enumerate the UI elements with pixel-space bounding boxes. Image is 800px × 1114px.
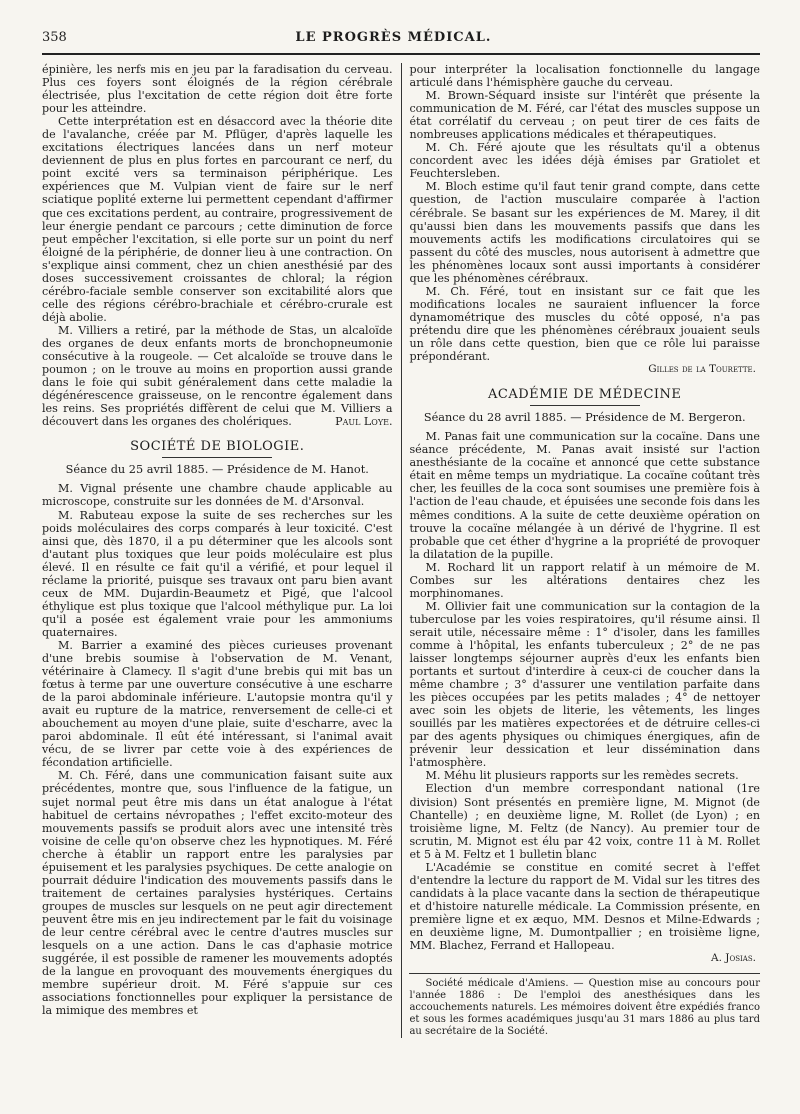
author-signature: Paul Loye.	[335, 415, 393, 429]
paragraph: M. Ch. Féré, tout en insistant sur ce fait que les modifications locales ne sauraient influencer la force dynamométrique des muscles du côté opposé, n'a pas prétendu dire que les phénomènes cérébraux jouaient seuls un rôle dans cette question, bien que ce rôle lui paraisse prépondérant.	[409, 284, 760, 364]
paragraph: M. Brown-Séquard insiste sur l'intérêt que présente la communication de M. Féré, car l'état des muscles suppose un état corrélatif du cerveau ; on peut tirer de ces faits de nombreuses applications médicales et thérapeutiques.	[409, 89, 760, 142]
paragraph: pour interpréter la localisation fonctionnelle du langage articulé dans l'hémisphère gauche du cerveau.	[409, 63, 760, 90]
section-title: ACADÉMIE DE MÉDECINE	[488, 387, 682, 403]
paragraph: M. Ch. Féré, dans une communication faisant suite aux précédentes, montre que, sous l'influence de la fatigue, un sujet normal peut être mis dans un état analogue à l'état habituel de certains névropathes ; l'effet excito-moteur des mouvements passifs se produit alors avec une intensité très voisine de celle qu'on observe chez les hypnotiques. M. Féré cherche à établir un rapport entre les paralysies par épuisement et les paralysies psychiques. De cette analogie on pourrait déduire l'indication des mouvements passifs dans le traitement de certaines paralysies hystériques. Certains groupes de muscles sur lesquels on ne peut agir directement peuvent être mis en jeu indirectement par le fait du voisinage de leur centre cérébral avec le centre d'autres muscles sur lesquels on a une action. Dans le cas d'aphasie motrice suggérée, il est possible de ramener les mouvements adoptés de la langue en provoquant des mouvements énergiques du membre supérieur droit. M. Féré s'appuie sur ces associations fonctionnelles pour expliquer la persistance de la mimique des membres et	[42, 769, 393, 1018]
paragraph: M. Méhu lit plusieurs rapports sur les remèdes secrets.	[425, 769, 739, 783]
left-column	[42, 63, 393, 1038]
society-note: Société médicale d'Amiens. — Question mise au concours pour l'année 1886 : De l'emploi des anesthésiques dans les accouchements naturels. Les mémoires doivent être expédiés franco et sous les formes académiques jusqu'au 31 mars 1886 au plus tard au secrétaire de la Société.	[409, 978, 760, 1038]
paragraph-text: M. Villiers a retiré, par la méthode de Stas, un alcaloïde des organes de deux enfants morts de bronchopneumonie consécutive à la rougeole. — Cet alcaloïde se trouve dans le poumon ; on le trouve au moins en proportion aussi grande dans le foie qui subit généralement dans cette maladie la dégénérescence graisseuse, on le rencontre également dans les reins. Ses propriétés diffèrent de celui que M. Villiers a découvert dans les organes des cholériques.	[42, 323, 393, 429]
paragraph: épinière, les nerfs mis en jeu par la faradisation du cerveau. Plus ces foyers sont éloignés de la région cérébrale électrisée, plus l'excitation de cette région doit être forte pour les atteindre.	[42, 63, 393, 116]
right-column	[409, 63, 760, 1038]
two-column-body	[42, 63, 760, 1038]
paragraph: M. Barrier a examiné des pièces curieuses provenant d'une brebis soumise à l'observation de M. Venant, vétérinaire à Clamecy. Il s'agit d'une brebis qui mit bas un fœtus à terme par une ouverture consécutive à une escharre de la paroi abdominale inférieure. L'autopsie montra qu'il y avait eu rupture de la matrice, renversement de celle-ci et abouchement au moyen d'une plaie, suite d'escharre, avec la paroi abdominale. Il eût été intéressant, si l'animal avait vécu, de se livrer par cette voie à des expériences de fécondation artificielle.	[42, 638, 393, 770]
paragraph: M. Rabuteau expose la suite de ses recherches sur les poids moléculaires des corps comparés à leur toxicité. C'est ainsi que, dès 1870, il a pu déterminer que les alcools sont d'autant plus toxiques que leur poids moléculaire est plus élevé. Il en résulte ce fait qu'il a vérifié, et pour lequel il réclame la priorité, puisque ses travaux ont paru bien avant ceux de MM. Dujardin-Beaumetz et Pigé, que l'alcool éthylique est plus toxique que l'alcool méthylique pur. La loi qu'il a posée est également vraie pour les ammoniums quaternaires.	[42, 508, 393, 639]
column-divider	[401, 63, 402, 1038]
page-number: 358	[42, 30, 67, 45]
author-signature: Gilles de la Tourette.	[648, 363, 756, 376]
paragraph	[42, 324, 393, 428]
paragraph: M. Vignal présente une chambre chaude applicable au microscope, construite sur les données de M. d'Arsonval.	[42, 482, 393, 509]
seance-line: Séance du 28 avril 1885. — Présidence de M. Bergeron.	[423, 411, 746, 425]
paragraph: Cette interprétation est en désaccord avec la théorie dite de l'avalanche, créée par M. Pflüger, d'après laquelle les excitations électriques lancées dans un nerf moteur deviennent de plus en plus fortes en parcourant ce nerf, du point excité vers sa terminaison périphérique. Les expériences que M. Vulpian vient de faire sur le nerf sciatique poplité externe lui permettent cependant d'affirmer que ces excitations perdent, au contraire, progressivement de leur énergie pendant ce parcours ; cette diminution de force peut empêcher l'excitation, si elle porte sur un point du nerf éloigné de la périphérie, de donner lieu à une contraction. On s'explique ainsi comment, chez un chien anesthésié par des doses successivement croissantes de chloral; la région cérébro-faciale semble conserver son excitabilité alors que celle des régions cérébro-brachiale et cérébro-crurale est déjà abolie.	[42, 115, 393, 324]
section-rule	[162, 457, 272, 458]
paragraph: M. Ollivier fait une communication sur la contagion de la tuberculose par les voies respiratoires, qu'il résume ainsi. Il serait utile, nécessaire même : 1° d'isoler, dans les familles comme à l'hôpital, les enfants tuberculeux ; 2° de ne pas laisser longtemps séjourner auprès d'eux les enfants bien portants et surtout d'interdire à ceux-ci de coucher dans la même chambre ; 3° d'assurer une ventilation parfaite dans les pièces occupées par les petits malades ; 4° de nettoyer avec soin les objets de literie, les vêtements, les linges souillés par les matières expectorées et de détruire celles-ci par des agents physiques ou chimiques énergiques, afin de prévenir leur dessication et leur dissémination dans l'atmosphère.	[409, 599, 760, 770]
paragraph: Election d'un membre correspondant national (1re division) Sont présentés en première ligne, M. Mignot (de Chantelle) ; en deuxième ligne, M. Rollet (de Lyon) ; en troisième ligne, M. Feltz (de Nancy). Au premier tour de scrutin, M. Mignot est élu par 42 voix, contre 11 à M. Rollet et 5 à M. Feltz et 1 bulletin blanc	[409, 782, 760, 861]
section-title: SOCIÉTÉ DE BIOLOGIE.	[130, 439, 305, 455]
seance-line: Séance du 25 avril 1885. — Présidence de M. Hanot.	[65, 463, 369, 477]
note-rule	[409, 973, 760, 974]
paragraph: M. Panas fait une communication sur la cocaïne. Dans une séance précédente, M. Panas avait insisté sur l'action anesthésiante de la cocaïne et annoncé que cette substance était en même temps un mydriatique. La cocaïne coûtant très cher, les feuilles de la coca sont soumises une première fois à l'action de l'eau chaude, et épuisées une seconde fois dans les mêmes conditions. A la suite de cette deuxième opération on trouve la cocaïne mélangée à un dérivé de l'hygrine. Il est probable que cet éther d'hygrine a la propriété de provoquer la dilatation de la pupille.	[409, 430, 760, 561]
author-signature: A. Josias.	[711, 952, 756, 965]
paragraph: L'Académie se constitue en comité secret à l'effet d'entendre la lecture du rapport de M. Vidal sur les titres des candidats à la place vacante dans la section de thérapeutique et d'histoire naturelle médicale. La Commission présente, en première ligne et ex æquo, MM. Desnos et Milne-Edwards ; en deuxième ligne, M. Dumontpallier ; en troisième ligne, MM. Blachez, Ferrand et Hallopeau.	[409, 860, 760, 953]
section-rule	[530, 405, 640, 406]
paragraph: M. Ch. Féré ajoute que les résultats qu'il a obtenus concordent avec les idées déjà émises par Gratiolet et Feuchtersleben.	[409, 141, 760, 181]
paragraph: M. Bloch estime qu'il faut tenir grand compte, dans cette question, de l'action musculaire comparée à l'action cérébrale. Se basant sur les expériences de M. Marey, il dit qu'aussi bien dans les mouvements passifs que dans les mouvements actifs les modifications circulatoires qui se passent du côté des muscles, nous autorisent à admettre que les phénomènes locaux sont aussi importants à considérer que les phénomènes cérébraux.	[409, 180, 760, 285]
paragraph: M. Rochard lit un rapport relatif à un mémoire de M. Combes sur les altérations dentaires chez les morphinomanes.	[409, 560, 760, 600]
header-rule	[42, 53, 760, 55]
page-header	[42, 30, 760, 50]
journal-title: LE PROGRÈS MÉDICAL.	[295, 30, 492, 45]
